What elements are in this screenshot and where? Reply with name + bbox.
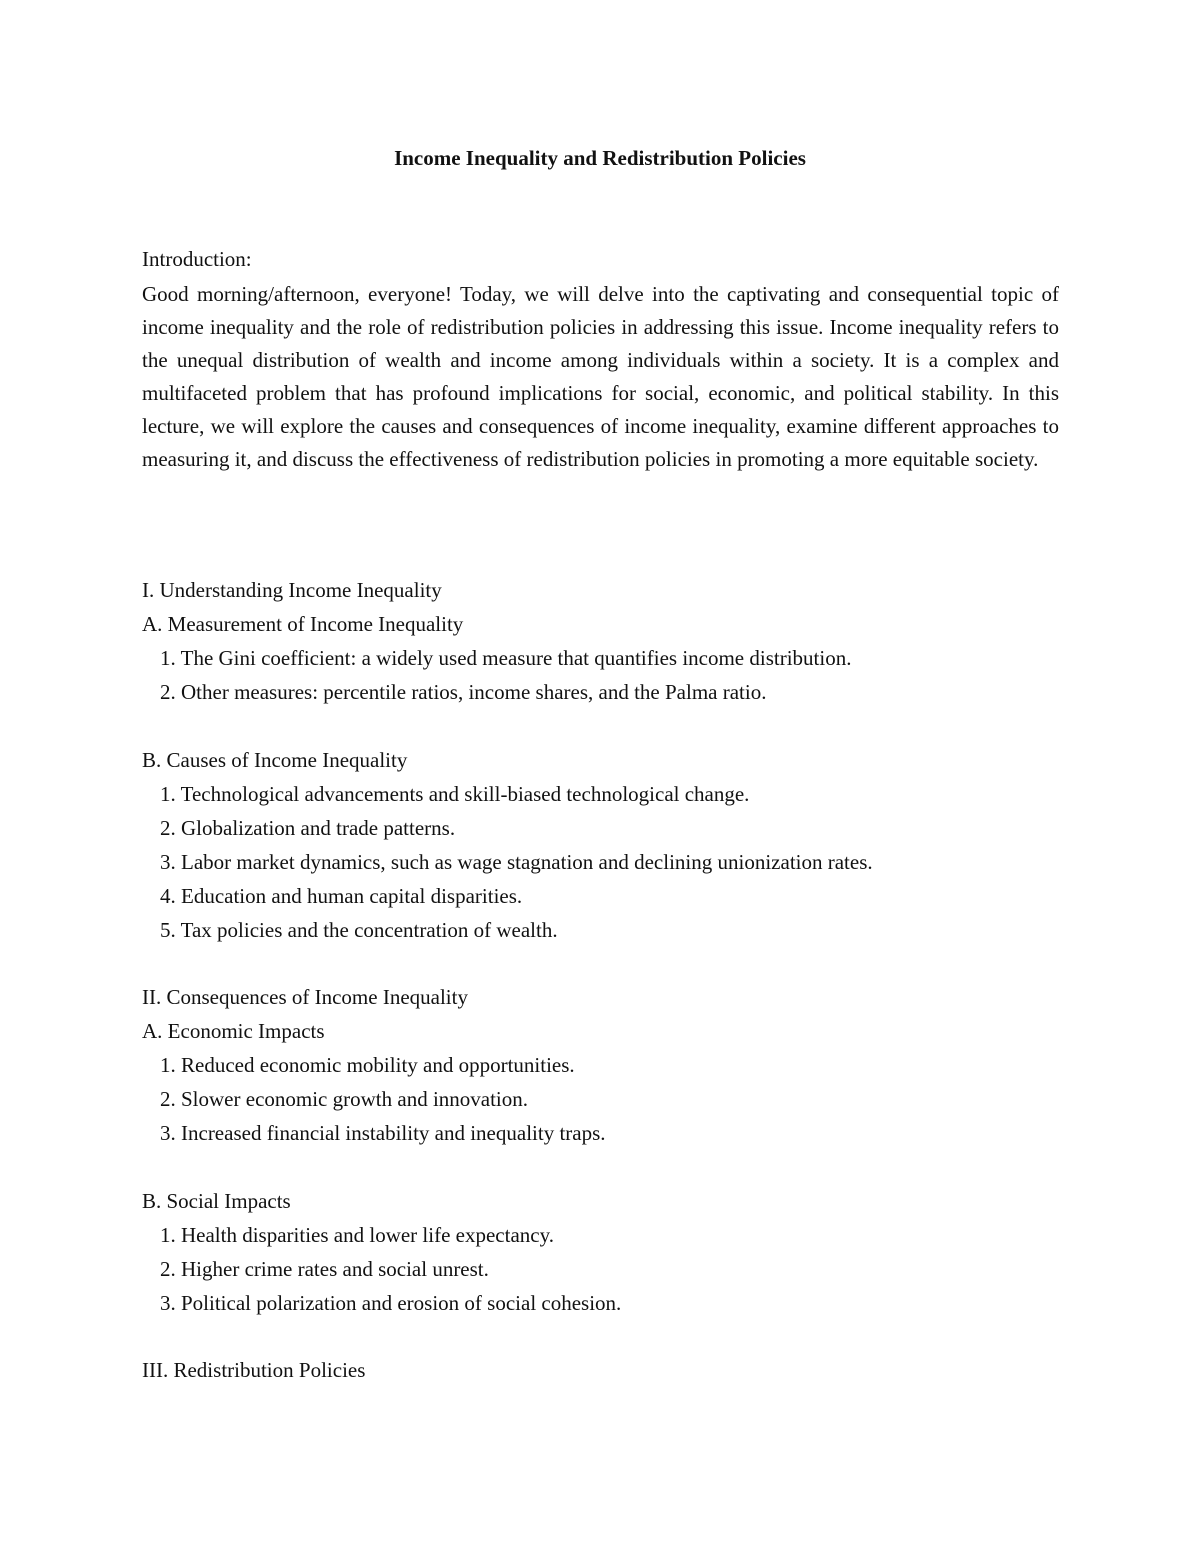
list-item: 1. Reduced economic mobility and opportunities. bbox=[160, 1053, 575, 1077]
list-item: 1. Health disparities and lower life expectancy. bbox=[160, 1223, 554, 1247]
intro-paragraph: Good morning/afternoon, everyone! Today, we will delve into the captivating and consequential topic of income inequality and the role of redistribution policies in addressing this issue. Income inequality refers to the unequal distribution of wealth and income among individuals within a society. It is a complex and multifaceted problem that has profound implications for social, economic, and political stability. In this lecture, we will explore the causes and consequences of income inequality, examine different approaches to measuring it, and discuss the effectiveness of redistribution policies in promoting a more equitable society. bbox=[142, 282, 1059, 471]
section-1b-heading: B. Causes of Income Inequality bbox=[142, 748, 408, 772]
list-item: 4. Education and human capital disparities. bbox=[160, 884, 523, 908]
list-item: 2. Other measures: percentile ratios, income shares, and the Palma ratio. bbox=[160, 680, 767, 704]
list-item: 3. Political polarization and erosion of social cohesion. bbox=[160, 1291, 622, 1315]
intro-label: Introduction: bbox=[142, 247, 252, 271]
list-item: 1. Technological advancements and skill-biased technological change. bbox=[160, 782, 750, 806]
list-item: 2. Slower economic growth and innovation. bbox=[160, 1087, 529, 1111]
list-item: 2. Higher crime rates and social unrest. bbox=[160, 1257, 489, 1281]
section-2a-heading: A. Economic Impacts bbox=[142, 1019, 325, 1043]
list-item: 3. Labor market dynamics, such as wage stagnation and declining unionization rates. bbox=[160, 850, 873, 874]
list-item: 1. The Gini coefficient: a widely used measure that quantifies income distribution. bbox=[160, 646, 852, 670]
list-item: 5. Tax policies and the concentration of wealth. bbox=[160, 918, 558, 942]
section-3-heading: III. Redistribution Policies bbox=[142, 1358, 366, 1382]
section-1-heading: I. Understanding Income Inequality bbox=[142, 578, 442, 602]
list-item: 3. Increased financial instability and inequality traps. bbox=[160, 1121, 606, 1145]
section-2-heading: II. Consequences of Income Inequality bbox=[142, 985, 468, 1009]
section-1a-heading: A. Measurement of Income Inequality bbox=[142, 612, 464, 636]
document-title: Income Inequality and Redistribution Policies bbox=[394, 146, 806, 170]
section-2b-heading: B. Social Impacts bbox=[142, 1189, 291, 1213]
list-item: 2. Globalization and trade patterns. bbox=[160, 816, 456, 840]
